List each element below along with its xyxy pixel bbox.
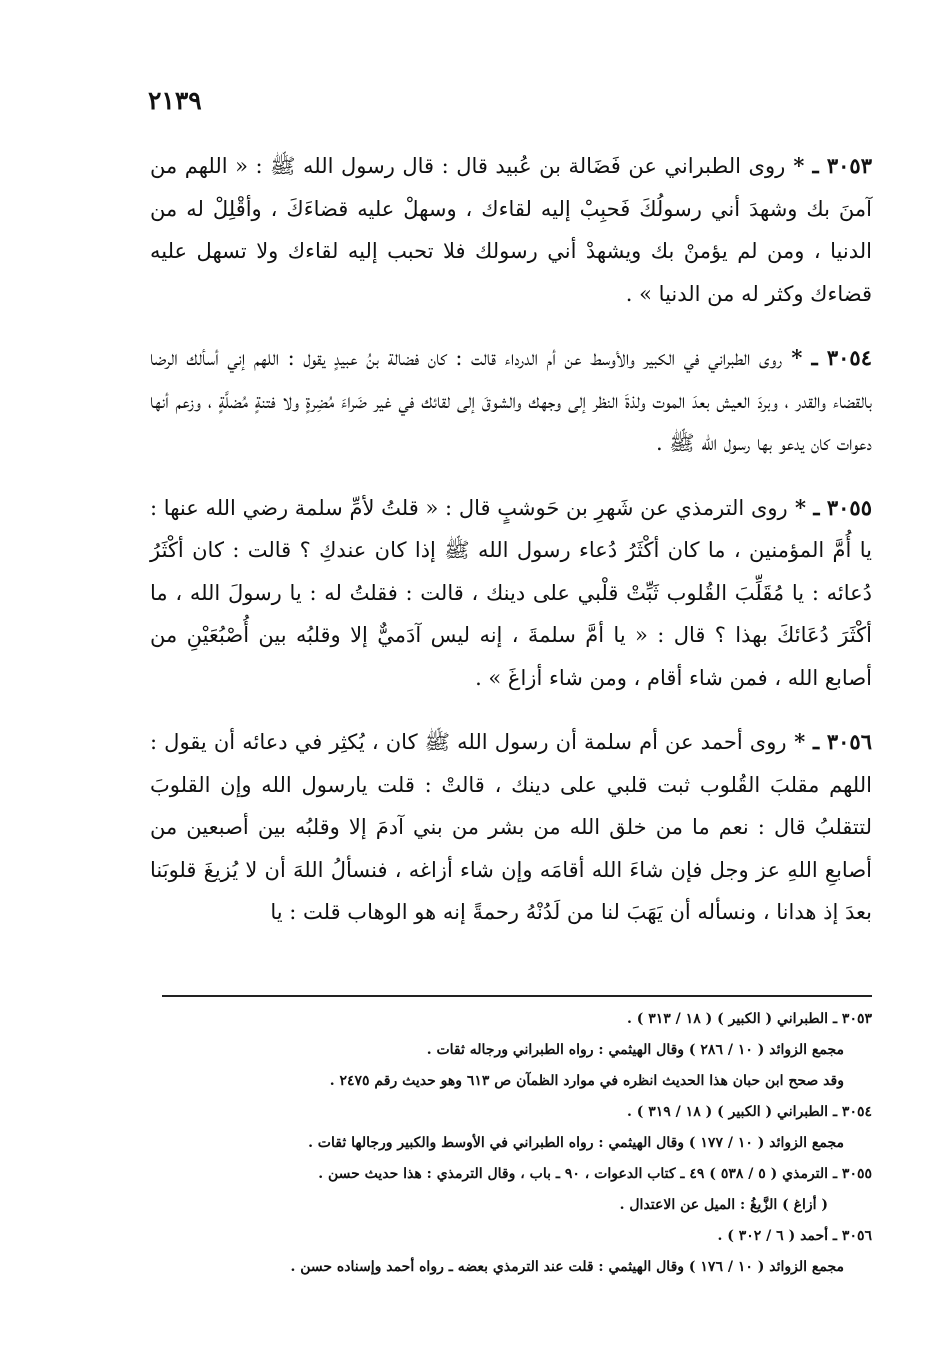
footnote-3054-source: ٣٠٥٤ ـ الطبراني ( الكبير ) ( ١٨ / ٣١٩ ) . [626,1104,872,1120]
hadith-number: ٣٠٥٤ ـ * [782,345,872,370]
hadith-3054 [150,337,872,465]
footnote-3053-ibn-hibban: وقد صحح ابن حبان هذا الحديث انظره في موارد الظمآن ص ٦١٣ وهو حديث رقم ٢٤٧٥ . [329,1073,844,1089]
footnote-3056-source: ٣٠٥٦ ـ أحمد ( ٦ / ٣٠٢ ) . [717,1228,872,1244]
footnote-3056-majma: مجمع الزوائد ( ١٠ / ١٧٦ ) وقال الهيثمي : قلت عند الترمذي بعضه ـ رواه أحمد وإسناده حسن . [290,1259,844,1275]
footnotes [150,1004,872,1283]
hadith-content: روى الترمذي عن شَهرِ بن حَوشبٍ قال : « قلتُ لأمِّ سلمة رضي الله عنها : يا أُمَّ المؤمنين ، ما كان أكْثَرُ دُعاء رسول الله ﷺ إذا كان عندكِ ؟ قالت : كان أكْثَرُ دُعائه : يا مُقَلِّبَ القُلوب ثَبِّتْ قلْبي على دينك ، قالت : فقلتُ له : يا رسولَ الله ، ما أكْثَرَ دُعَائكَ بهذا ؟ قال : « يا أمَّ سلمةَ ، إنه ليس آدَميٌّ إلا وقلبُه بين أُصْبُعَيْنِ من أصابع الله ، فمن شاء أقام ، ومن شاء أزاغَ » . [150,495,872,690]
footnote-3054-majma: مجمع الزوائد ( ١٠ / ١٧٧ ) وقال الهيثمي : رواه الطبراني في الأوسط والكبير ورجالها ثقات . [308,1135,844,1151]
hadith-3055 [150,487,872,700]
hadith-text-body [150,145,872,956]
footnote-separator [162,995,872,997]
footnote-3055-source: ٣٠٥٥ ـ الترمذي ( ٥ / ٥٣٨ ) ٤٩ ـ كتاب الدعوات ، ٩٠ ـ باب ، وقال الترمذي : هذا حديث حسن . [318,1166,872,1182]
hadith-content: روى الطبراني عن فَضَالة بن عُبيد قال : قال رسول الله ﷺ : « اللهم من آمنَ بك وشهدَ أني رسولُكَ فَحبِبْ إليه لقاءك ، وسهلْ عليه قضاءَكَ ، وأقْلِلْ له من الدنيا ، ومن لم يؤمنْ بك ويشهدْ أني رسولك فلا تحبب إليه لقاءك ولا تسهل عليه قضاءك وكثر له من الدنيا » . [150,154,872,306]
hadith-number: ٣٠٥٣ ـ * [785,153,872,178]
page-number: ٢١٣٩ [148,86,202,115]
hadith-number: ٣٠٥٥ ـ * [787,494,872,520]
hadith-content: روى أحمد عن أم سلمة أن رسول الله ﷺ كان ، يُكثِر في دعائه أن يقول : اللهم مقلبَ القُلوب ثبت قلبي على دينك ، قالتْ : قلت يارسول الله وإن القلوبَ لتتقلبُ قال : نعم ما من خلق الله من بشر من بني آدمَ إلا وقلبُه بين أصبعين من أصابعِ اللهِ عز وجل فإن شاءَ الله أقامَه وإن شاء أزاغه ، فنسألُ اللهَ أن لا يُزيغَ قلوبَنا بعدَ إذ هدانا ، ونسأله أن يَهَبَ لنا من لَدُنْهُ رحمةً إنه هو الوهاب قلت : يا [150,730,872,924]
hadith-content: روى الطبراني في الكبير والأوسط عن أم الدرداء قالت : كان فضالة بنُ عبيدٍ يقول : اللهم إني أسألك الرضا بالقضاء والقدر ، وبردَ العيش بعدَ الموت ولذةَ النظر إلى وجهك والشوقَ إلى لقائك في غير ضَراءَ مُضِرةٍ ولا فتنةٍ مُضلَّةٍ ، وزعم أنها دعوات كان يدعو بها رسول الله ﷺ . [150,346,872,455]
hadith-3053 [150,145,872,315]
hadith-number: ٣٠٥٦ ـ * [786,729,872,754]
footnote-3053-majma: مجمع الزوائد ( ١٠ / ٢٨٦ ) وقال الهيثمي : رواه الطبراني ورجاله ثقات . [426,1042,844,1058]
footnote-3055-gloss: ( أزاغ ) الزَّيغُ : الميل عن الاعتدال . [619,1197,828,1213]
hadith-3056 [150,721,872,934]
footnote-3053-source: ٣٠٥٣ ـ الطبراني ( الكبير ) ( ١٨ / ٣١٣ ) . [626,1011,872,1027]
